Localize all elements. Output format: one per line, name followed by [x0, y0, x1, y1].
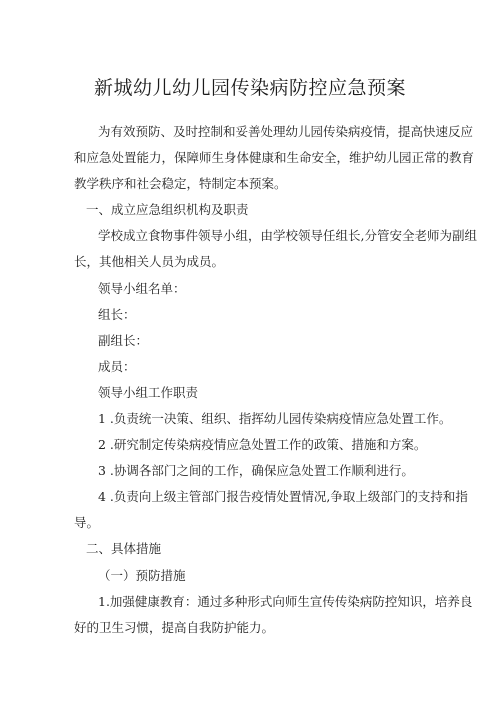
duty-item-2: 2 .研究制定传染病疫情应急处置工作的政策、措施和方案。	[98, 437, 427, 452]
intro-line-3: 教学秩序和社会稳定，特制定本预案。	[74, 176, 287, 191]
section-1-paragraph-line-1: 学校成立食物事件领导小组，由学校领导任组长,分管安全老师为副组	[98, 228, 477, 243]
section-1-paragraph-line-2: 长，其他相关人员为成员。	[74, 254, 225, 269]
intro-line-2: 和应急处置能力，保障师生身体健康和生命安全，维护幼儿园正常的教育	[74, 150, 475, 165]
leader-label: 组长：	[98, 307, 136, 322]
members-label: 成员：	[98, 359, 136, 374]
duty-item-4: 4 .负责向上级主管部门报告疫情处置情况,争取上级部门的支持和指	[98, 489, 468, 504]
duty-item-4-continuation: 导。	[74, 515, 100, 530]
measure-item-1-line-1: 1.加强健康教育：通过多种形式向师生宣传传染病防控知识，培养良	[98, 594, 473, 609]
leadership-list-title: 领导小组名单：	[98, 281, 186, 296]
measure-item-1-line-2: 好的卫生习惯，提高自我防护能力。	[74, 620, 275, 635]
section-1-heading: 一、成立应急组织机构及职责	[86, 202, 249, 217]
section-2-heading: 二、具体措施	[86, 541, 162, 556]
section-2-subheading: （一）预防措施	[98, 568, 186, 583]
duty-item-1: 1 .负责统一决策、组织、指挥幼儿园传染病疫情应急处置工作。	[98, 411, 452, 426]
duty-item-3: 3 .协调各部门之间的工作，确保应急处置工作顺利进行。	[98, 463, 414, 478]
document-title: 新城幼儿幼儿园传染病防控应急预案	[93, 77, 406, 99]
intro-line-1: 为有效预防、及时控制和妥善处理幼儿园传染病疫情，提高快速反应	[98, 124, 474, 139]
duties-title: 领导小组工作职责	[98, 385, 199, 400]
deputy-leader-label: 副组长：	[98, 333, 149, 348]
